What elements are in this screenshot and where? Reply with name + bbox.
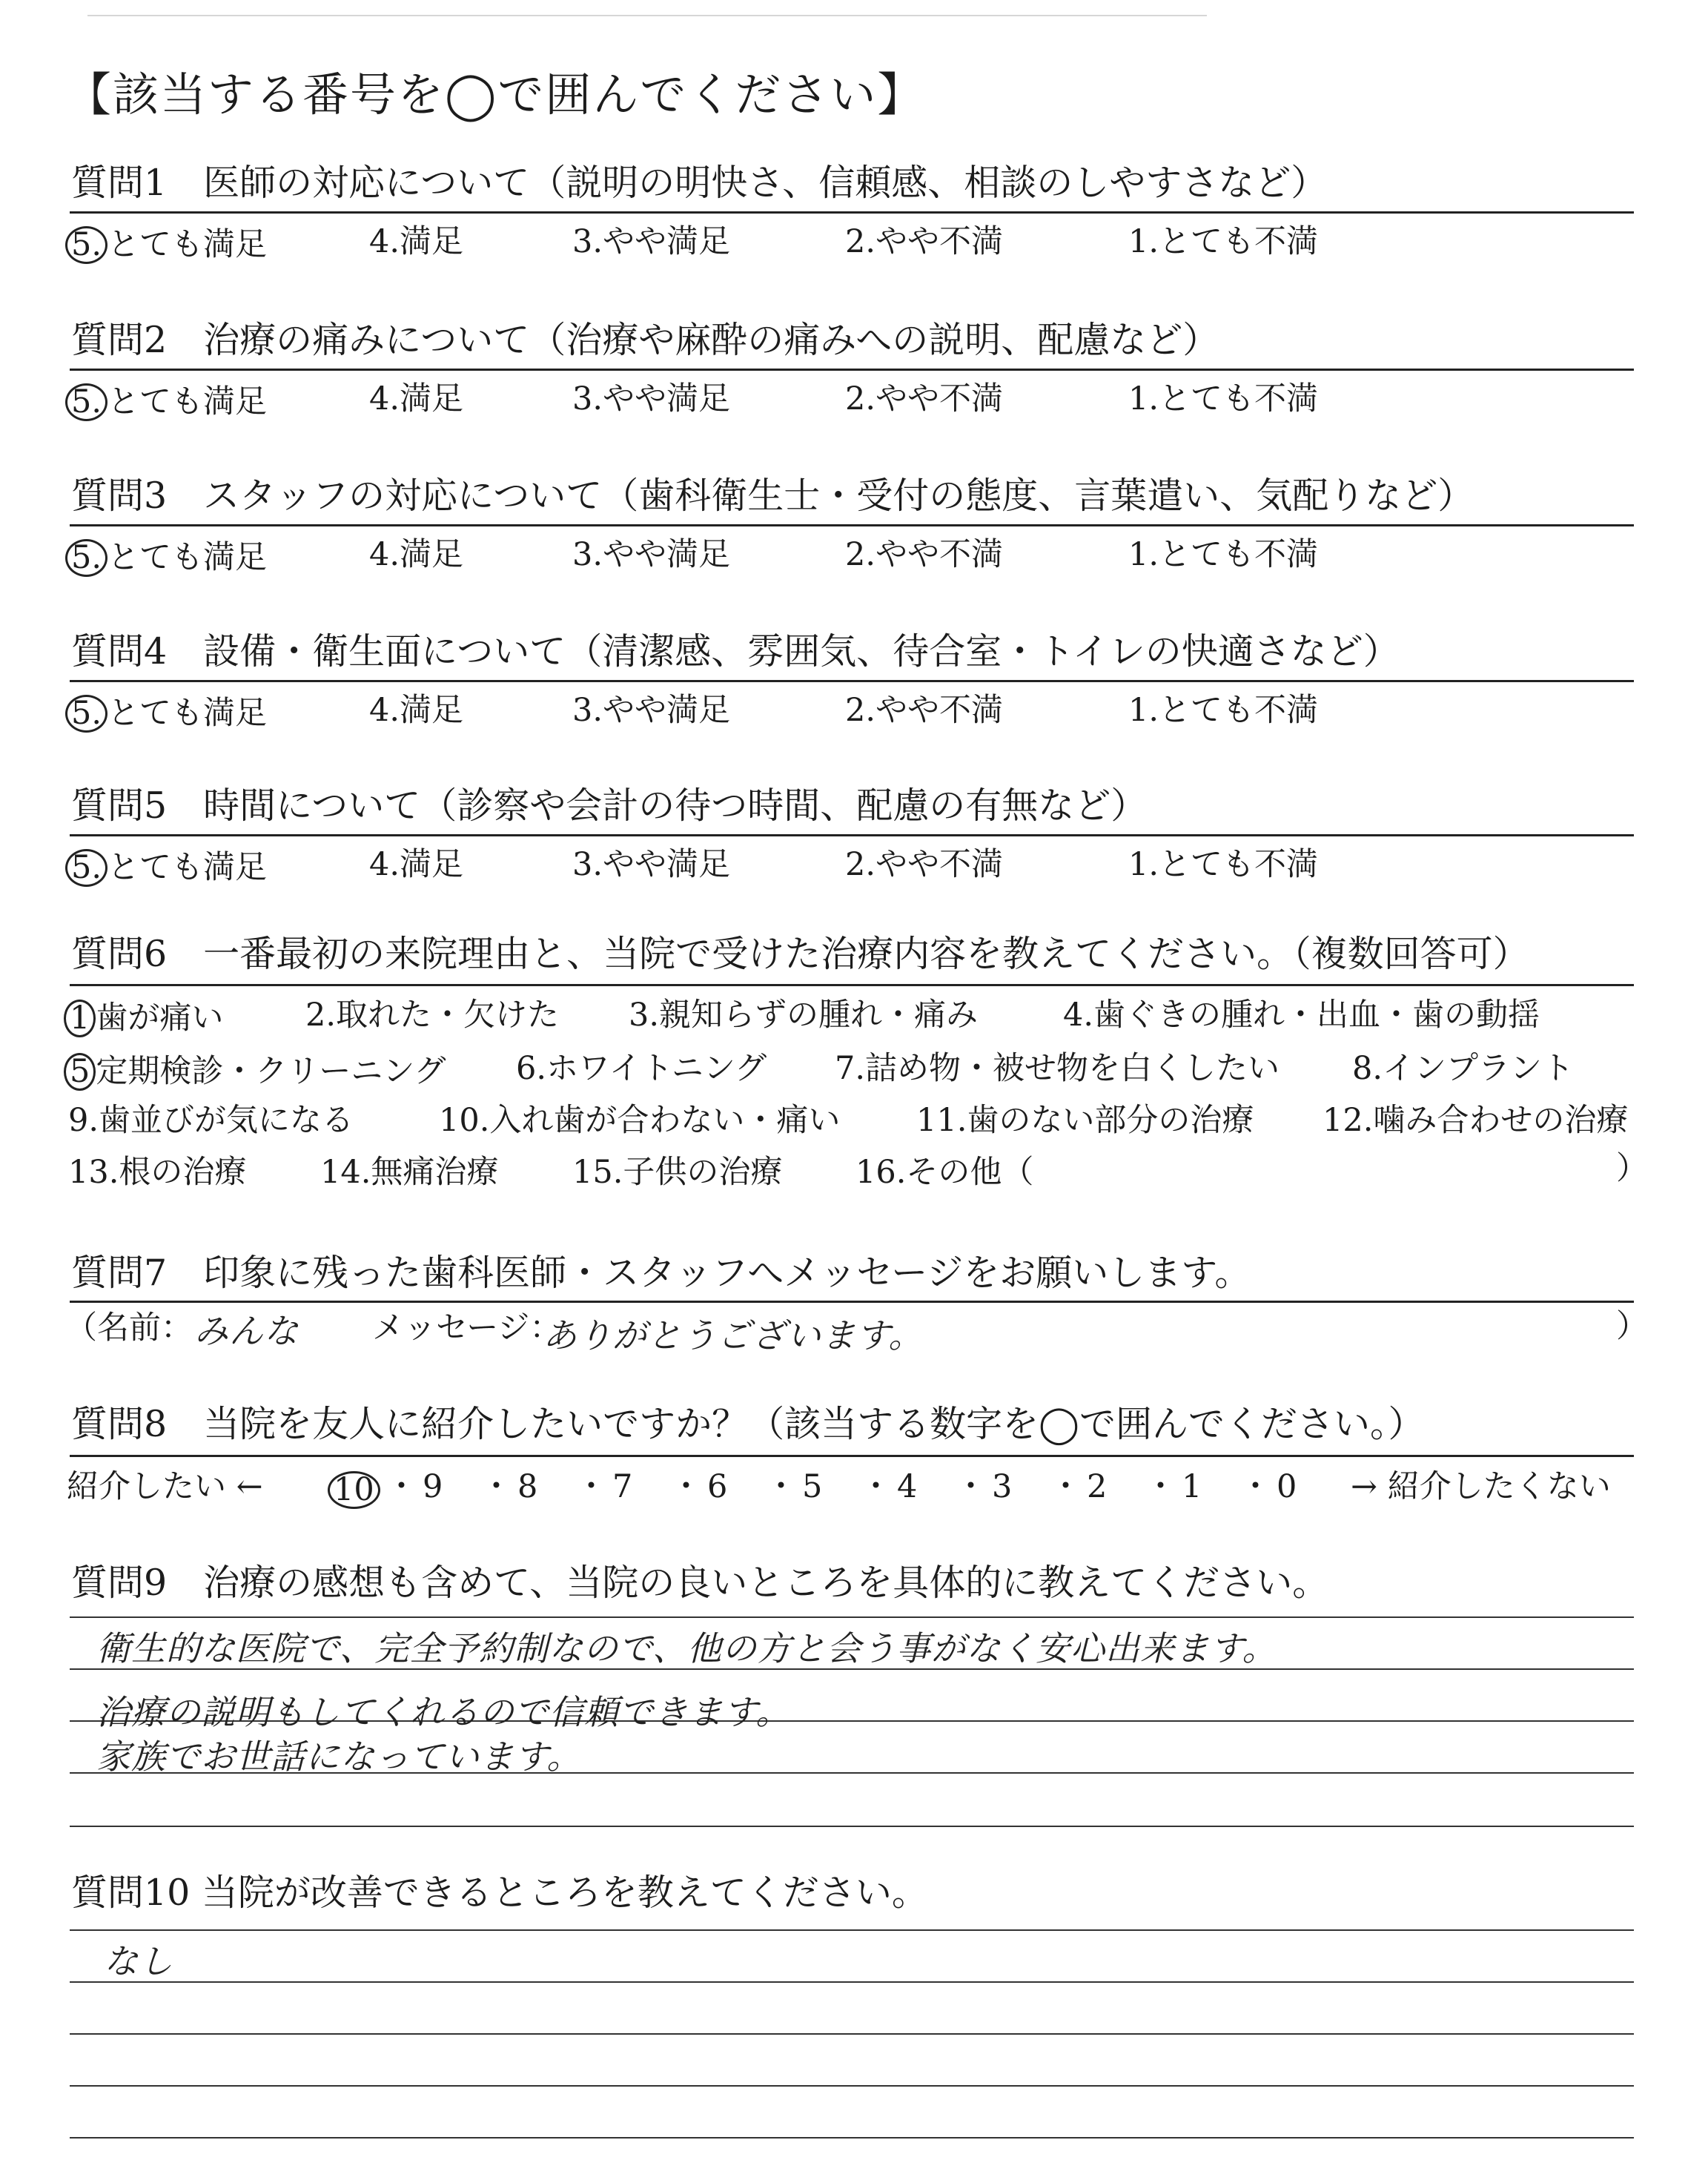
q10-title: 質問10 当院が改善できるところを教えてください。 bbox=[71, 1872, 928, 1914]
option-number: 1. bbox=[1128, 846, 1159, 883]
scale-number: 9 bbox=[423, 1468, 443, 1505]
scale-separator: ・ bbox=[385, 1468, 417, 1505]
option-number: 14. bbox=[320, 1154, 371, 1191]
q6-option[interactable] bbox=[629, 997, 979, 1034]
q10-writing-line bbox=[70, 2085, 1634, 2087]
option-label: 満足 bbox=[400, 846, 464, 883]
option-number: 16. bbox=[855, 1154, 907, 1191]
q1-option[interactable] bbox=[65, 226, 267, 264]
q1-title: 質問1 医師の対応について（説明の明快さ、信頼感、相談のしやすさなど） bbox=[71, 162, 1328, 204]
q6-close-paren: ） bbox=[1616, 1150, 1648, 1187]
q6-option[interactable] bbox=[320, 1154, 499, 1191]
q6-option[interactable] bbox=[835, 1050, 1280, 1087]
q6-underline bbox=[70, 984, 1634, 986]
q3-option[interactable] bbox=[572, 536, 731, 573]
option-label: 親知らずの腫れ・痛み bbox=[659, 997, 979, 1034]
q7-message-label: メッセージ： bbox=[372, 1309, 562, 1347]
option-number: 2. bbox=[845, 692, 876, 729]
q8-scale-value[interactable] bbox=[423, 1468, 443, 1505]
option-label: 入れ歯が合わない・痛い bbox=[489, 1102, 841, 1139]
q6-option[interactable] bbox=[916, 1102, 1254, 1139]
option-number: 1. bbox=[1128, 223, 1159, 260]
q3-underline bbox=[70, 524, 1634, 526]
option-number: 1. bbox=[1128, 692, 1159, 729]
q10-writing-line bbox=[70, 2137, 1634, 2138]
option-label: やや不満 bbox=[875, 692, 1004, 729]
q6-title: 質問6 一番最初の来院理由と、当院で受けた治療内容を教えてください。（複数回答可） bbox=[71, 933, 1529, 975]
option-label: とても満足 bbox=[107, 539, 268, 576]
option-label: やや満足 bbox=[603, 223, 731, 260]
option-number: 5. bbox=[65, 383, 107, 421]
q7-name-value: みんな bbox=[194, 1311, 299, 1351]
option-number: 9. bbox=[68, 1102, 99, 1139]
q4-title: 質問4 設備・衛生面について（清潔感、雰囲気、待合室・トイレの快適さなど） bbox=[71, 630, 1400, 673]
option-label: 満足 bbox=[400, 692, 464, 729]
option-label: 歯が痛い bbox=[96, 1000, 224, 1037]
scale-separator: ・ bbox=[575, 1468, 607, 1505]
q4-option[interactable] bbox=[1128, 692, 1319, 729]
q3-option[interactable] bbox=[369, 536, 464, 573]
q1-option[interactable] bbox=[1128, 223, 1319, 260]
q5-title: 質問5 時間について（診察や会計の待つ時間、配慮の有無など） bbox=[71, 785, 1148, 827]
option-label: とても満足 bbox=[107, 383, 268, 420]
q5-option[interactable] bbox=[65, 849, 267, 887]
option-label: 歯ぐきの腫れ・出血・歯の動揺 bbox=[1093, 997, 1540, 1034]
q1-option[interactable] bbox=[572, 223, 731, 260]
q3-option[interactable] bbox=[65, 539, 267, 577]
option-label: 無痛治療 bbox=[371, 1154, 499, 1191]
option-number: 5. bbox=[65, 849, 107, 887]
option-label: とても不満 bbox=[1159, 380, 1319, 417]
option-label: 子供の治療 bbox=[623, 1154, 783, 1191]
q8-title: 質問8 当院を友人に紹介したいですか？（該当する数字を◯で囲んでください。） bbox=[71, 1403, 1425, 1445]
q6-option[interactable] bbox=[64, 1053, 446, 1091]
q5-underline bbox=[70, 834, 1634, 836]
q3-title: 質問3 スタッフの対応について（歯科衛生士・受付の態度、言葉遣い、気配りなど） bbox=[71, 475, 1474, 517]
option-label: やや不満 bbox=[875, 380, 1004, 417]
q3-option[interactable] bbox=[1128, 536, 1319, 573]
option-label: やや不満 bbox=[875, 223, 1004, 260]
option-label: やや満足 bbox=[603, 692, 731, 729]
q10-writing-line bbox=[70, 1929, 1634, 1931]
option-number: 3. bbox=[572, 380, 603, 417]
option-number: 5. bbox=[65, 226, 107, 264]
q3-option[interactable] bbox=[845, 536, 1004, 573]
scale-separator: ・ bbox=[1145, 1468, 1176, 1505]
q4-option[interactable] bbox=[845, 692, 1004, 729]
option-number: 3. bbox=[572, 536, 603, 573]
q2-title: 質問2 治療の痛みについて（治療や麻酔の痛みへの説明、配慮など） bbox=[71, 319, 1219, 361]
option-label: とても満足 bbox=[107, 695, 268, 732]
q6-option[interactable] bbox=[1352, 1050, 1575, 1087]
top-divider bbox=[87, 15, 1207, 16]
option-label: とても不満 bbox=[1159, 223, 1319, 260]
scale-number: 3 bbox=[992, 1468, 1013, 1505]
option-number: 2. bbox=[845, 223, 876, 260]
q2-option[interactable] bbox=[1128, 380, 1319, 417]
option-label: 歯のない部分の治療 bbox=[967, 1102, 1254, 1139]
option-number: 2. bbox=[845, 846, 876, 883]
option-label: 定期検診・クリーニング bbox=[96, 1053, 446, 1090]
scale-number: 7 bbox=[612, 1468, 633, 1505]
option-number: 6. bbox=[516, 1050, 547, 1087]
option-number: 4. bbox=[369, 380, 400, 417]
option-label: とても満足 bbox=[107, 849, 268, 886]
scale-separator: ・ bbox=[480, 1468, 512, 1505]
page-title: 【該当する番号を◯で囲んでください】 bbox=[65, 67, 925, 122]
option-label: インプラント bbox=[1383, 1050, 1575, 1087]
q7-title: 質問7 印象に残った歯科医師・スタッフへメッセージをお願いします。 bbox=[71, 1252, 1251, 1294]
scale-separator: ・ bbox=[765, 1468, 797, 1505]
q8-right-label: → 紹介したくない bbox=[1351, 1468, 1611, 1505]
q6-option[interactable] bbox=[305, 997, 560, 1034]
q4-underline bbox=[70, 680, 1634, 682]
option-number: 2. bbox=[845, 380, 876, 417]
scale-number: 0 bbox=[1277, 1468, 1297, 1505]
q8-left-label: 紹介したい ← bbox=[67, 1468, 263, 1505]
q9-answer-line: 家族でお世話になっています。 bbox=[96, 1737, 582, 1777]
q8-scale-value[interactable] bbox=[612, 1468, 633, 1505]
scale-separator: ・ bbox=[670, 1468, 702, 1505]
q9-answer-line: 治療の説明もしてくれるので信頼できます。 bbox=[96, 1692, 791, 1732]
q4-option[interactable] bbox=[572, 692, 731, 729]
option-label: ホワイトニング bbox=[546, 1050, 767, 1087]
q8-scale-value[interactable] bbox=[707, 1468, 728, 1505]
scale-number: 8 bbox=[517, 1468, 538, 1505]
option-number: 4. bbox=[369, 846, 400, 883]
option-number: 2. bbox=[845, 536, 876, 573]
scale-number: 10 bbox=[328, 1471, 380, 1509]
option-number: 10. bbox=[439, 1102, 490, 1139]
q5-option[interactable] bbox=[1128, 846, 1319, 883]
scale-separator: ・ bbox=[860, 1468, 892, 1505]
option-label: とても満足 bbox=[107, 226, 268, 263]
q7-underline bbox=[70, 1301, 1634, 1303]
option-number: 13. bbox=[68, 1154, 119, 1191]
q8-scale-value[interactable] bbox=[328, 1471, 380, 1509]
q7-close-paren: ） bbox=[1616, 1308, 1648, 1345]
option-label: 詰め物・被せ物を白くしたい bbox=[865, 1050, 1280, 1087]
option-number: 1 bbox=[64, 1000, 96, 1037]
q6-option[interactable] bbox=[64, 1000, 223, 1037]
option-number: 2. bbox=[305, 997, 337, 1034]
option-number: 1. bbox=[1128, 536, 1159, 573]
option-number: 5. bbox=[65, 539, 107, 577]
option-number: 7. bbox=[835, 1050, 866, 1087]
option-number: 3. bbox=[572, 223, 603, 260]
q6-option[interactable] bbox=[572, 1154, 783, 1191]
option-label: やや満足 bbox=[603, 536, 731, 573]
q9-answer-line: 衛生的な医院で、完全予約制なので、他の方と会う事がなく安心出来ます。 bbox=[96, 1628, 1277, 1668]
option-label: とても不満 bbox=[1159, 846, 1319, 883]
q8-scale-value[interactable] bbox=[1182, 1468, 1202, 1505]
option-number: 4. bbox=[369, 692, 400, 729]
q9-writing-line bbox=[70, 1616, 1634, 1618]
option-label: とても不満 bbox=[1159, 536, 1319, 573]
q8-scale-value[interactable] bbox=[517, 1468, 538, 1505]
option-label: とても不満 bbox=[1159, 692, 1319, 729]
q1-option[interactable] bbox=[369, 223, 464, 260]
option-number: 5. bbox=[65, 695, 107, 733]
q6-option[interactable] bbox=[855, 1154, 1034, 1191]
q8-underline bbox=[70, 1455, 1634, 1457]
q8-scale-value[interactable] bbox=[897, 1468, 918, 1505]
q9-writing-line bbox=[70, 1826, 1634, 1827]
option-label: 満足 bbox=[400, 536, 464, 573]
q8-scale-value[interactable] bbox=[1087, 1468, 1108, 1505]
option-number: 4. bbox=[369, 223, 400, 260]
q2-option[interactable] bbox=[845, 380, 1004, 417]
q7-message-value: ありがとうございます。 bbox=[543, 1315, 924, 1355]
q2-underline bbox=[70, 369, 1634, 371]
q8-scale-value[interactable] bbox=[802, 1468, 823, 1505]
q2-option[interactable] bbox=[369, 380, 464, 417]
option-number: 12. bbox=[1323, 1102, 1374, 1139]
q5-option[interactable] bbox=[572, 846, 731, 883]
option-label: やや不満 bbox=[875, 536, 1004, 573]
option-number: 4. bbox=[1063, 997, 1094, 1034]
option-label: その他（ bbox=[906, 1154, 1034, 1191]
q10-answer-line: なし bbox=[104, 1941, 173, 1981]
option-label: やや不満 bbox=[875, 846, 1004, 883]
scale-number: 2 bbox=[1087, 1468, 1108, 1505]
q4-option[interactable] bbox=[65, 695, 267, 733]
option-label: やや満足 bbox=[603, 846, 731, 883]
q6-option[interactable] bbox=[516, 1050, 767, 1087]
q1-underline bbox=[70, 211, 1634, 214]
option-number: 8. bbox=[1352, 1050, 1383, 1087]
option-number: 4. bbox=[369, 536, 400, 573]
scale-separator: ・ bbox=[1050, 1468, 1082, 1505]
q1-option[interactable] bbox=[845, 223, 1004, 260]
option-number: 15. bbox=[572, 1154, 623, 1191]
option-number: 3. bbox=[572, 846, 603, 883]
scale-number: 5 bbox=[802, 1468, 823, 1505]
scale-separator: ・ bbox=[955, 1468, 987, 1505]
q4-option[interactable] bbox=[369, 692, 464, 729]
option-label: 満足 bbox=[400, 223, 464, 260]
scale-number: 1 bbox=[1182, 1468, 1202, 1505]
q6-option[interactable] bbox=[1323, 1102, 1629, 1139]
q5-option[interactable] bbox=[369, 846, 464, 883]
option-label: 根の治療 bbox=[119, 1154, 247, 1191]
q5-option[interactable] bbox=[845, 846, 1004, 883]
option-label: 満足 bbox=[400, 380, 464, 417]
q6-option[interactable] bbox=[439, 1102, 841, 1139]
q6-option[interactable] bbox=[1063, 997, 1540, 1034]
q10-writing-line bbox=[70, 2033, 1634, 2035]
option-label: やや満足 bbox=[603, 380, 731, 417]
q2-option[interactable] bbox=[65, 383, 267, 421]
q10-writing-line bbox=[70, 1981, 1634, 1983]
option-number: 3. bbox=[629, 997, 660, 1034]
scale-separator: ・ bbox=[1239, 1468, 1271, 1505]
q8-scale-value[interactable] bbox=[992, 1468, 1013, 1505]
option-label: 噛み合わせの治療 bbox=[1373, 1102, 1629, 1139]
q9-title: 質問9 治療の感想も含めて、当院の良いところを具体的に教えてください。 bbox=[71, 1562, 1329, 1604]
option-number: 3. bbox=[572, 692, 603, 729]
q9-writing-line bbox=[70, 1668, 1634, 1670]
option-number: 11. bbox=[916, 1102, 967, 1139]
q2-option[interactable] bbox=[572, 380, 731, 417]
option-number: 5 bbox=[64, 1053, 96, 1091]
option-label: 取れた・欠けた bbox=[336, 997, 560, 1034]
scale-number: 4 bbox=[897, 1468, 918, 1505]
option-label: 歯並びが気になる bbox=[99, 1102, 354, 1139]
q6-option[interactable] bbox=[68, 1102, 354, 1139]
q8-scale-value[interactable] bbox=[1277, 1468, 1297, 1505]
option-number: 1. bbox=[1128, 380, 1159, 417]
scale-number: 6 bbox=[707, 1468, 728, 1505]
q7-name-label: （名前： bbox=[65, 1309, 193, 1347]
q6-option[interactable] bbox=[68, 1154, 247, 1191]
